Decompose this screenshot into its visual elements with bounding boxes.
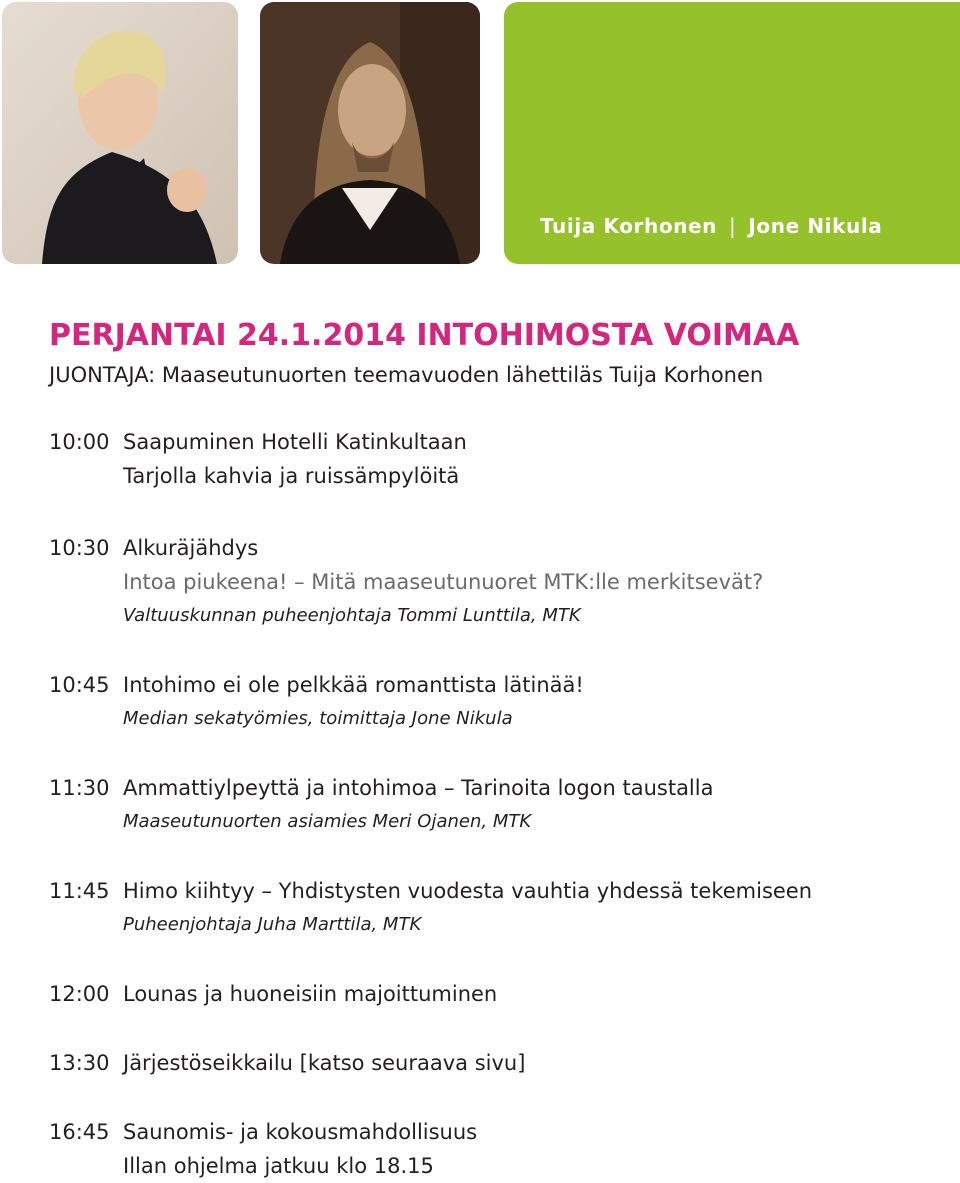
schedule-time: 10:30 [49,536,110,560]
schedule-line: Saapuminen Hotelli Katinkultaan [123,430,467,454]
schedule-time: 10:45 [49,673,110,697]
schedule-line: Alkuräjähdys [123,536,259,560]
schedule-line: Järjestöseikkailu [katso seuraava sivu] [123,1051,526,1075]
schedule-line: Saunomis- ja kokousmahdollisuus [123,1120,478,1144]
schedule-time: 16:45 [49,1120,110,1144]
banner-name-1: Tuija Korhonen [540,214,718,238]
schedule-speaker: Valtuuskunnan puheenjohtaja Tommi Lunttila, MTK [123,605,581,626]
schedule-speaker: Maaseutunuorten asiamies Meri Ojanen, MTK [123,811,532,832]
schedule-time: 11:30 [49,776,110,800]
schedule-speaker: Puheenjohtaja Juha Marttila, MTK [123,914,422,935]
schedule-time: 11:45 [49,879,110,903]
schedule-line: Ammattiylpeyttä ja intohimoa – Tarinoita logon taustalla [123,776,714,800]
name-banner [504,2,960,264]
host-line: JUONTAJA: Maaseutunuorten teemavuoden lähettiläs Tuija Korhonen [49,363,764,387]
schedule-speaker: Median sekatyömies, toimittaja Jone Nikula [123,708,513,729]
page-title: PERJANTAI 24.1.2014 INTOHIMOSTA VOIMAA [49,318,800,353]
schedule-line: Tarjolla kahvia ja ruissämpylöitä [123,464,460,488]
schedule-time: 12:00 [49,982,110,1006]
banner-separator: | [729,214,737,238]
schedule-line: Lounas ja huoneisiin majoittuminen [123,982,498,1006]
schedule-line: Intohimo ei ole pelkkää romanttista lätinää! [123,673,584,697]
schedule-line: Intoa piukeena! – Mitä maaseutunuoret MTK:lle merkitsevät? [123,570,764,594]
photo-jone-nikula [260,2,480,264]
schedule-line: Himo kiihtyy – Yhdistysten vuodesta vauhtia yhdessä tekemiseen [123,879,813,903]
banner-names [540,214,882,238]
photo-tuija-korhonen [2,2,238,264]
schedule-time: 13:30 [49,1051,110,1075]
banner-name-2: Jone Nikula [748,214,883,238]
schedule-time: 10:00 [49,430,110,454]
schedule-line: Illan ohjelma jatkuu klo 18.15 [123,1154,434,1178]
